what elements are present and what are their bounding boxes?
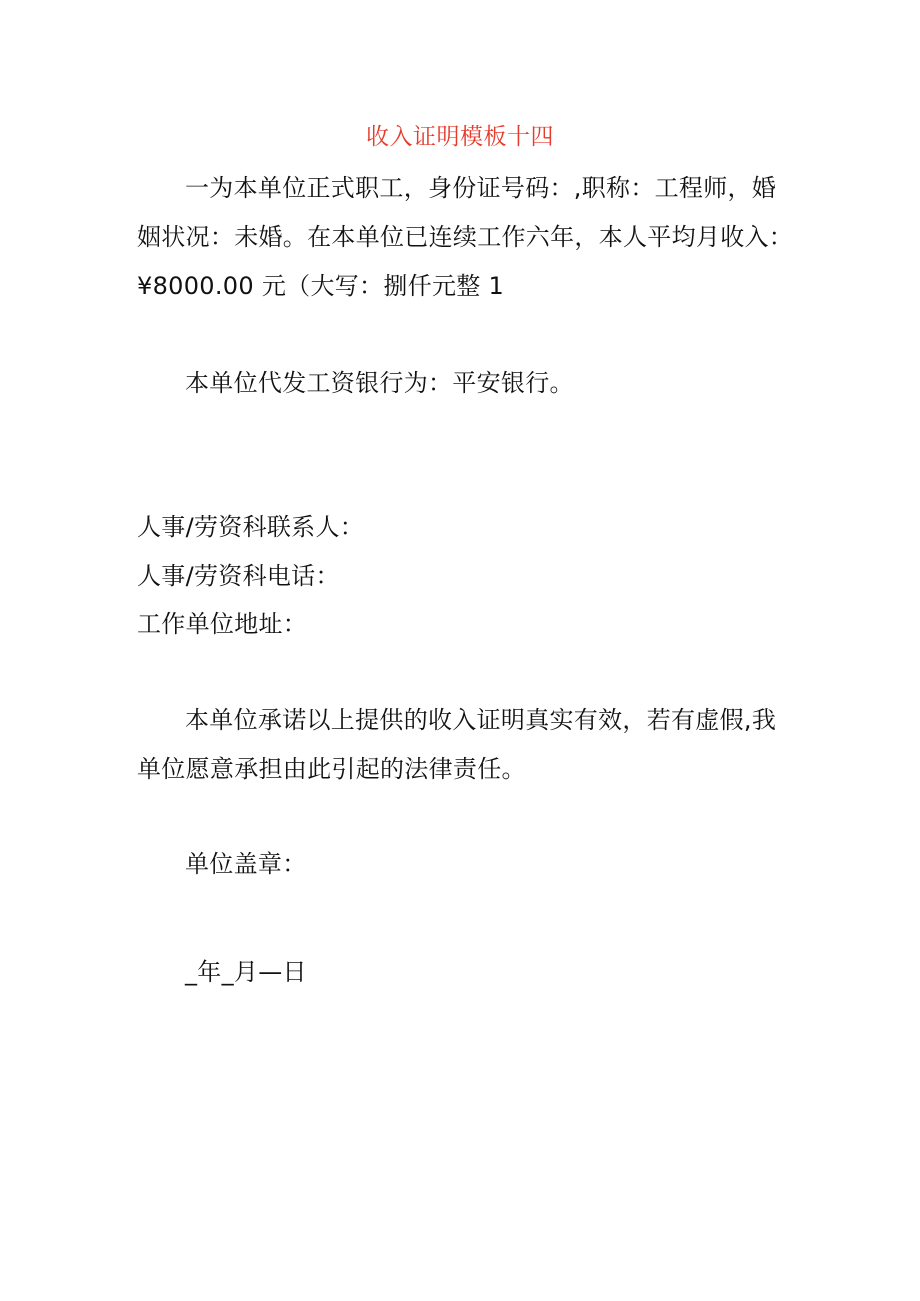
bank-line: 本单位代发工资银行为：平安银行。 <box>185 369 574 397</box>
document-title: 收入证明模板十四 <box>366 124 554 150</box>
address-label: 工作单位地址： <box>137 610 308 638</box>
commitment-line-1: 本单位承诺以上提供的收入证明真实有效，若有虚假,我 <box>185 706 777 734</box>
commitment-line-2: 单位愿意承担由此引起的法律责任。 <box>137 755 526 783</box>
date-line: _年_月—日 <box>185 958 307 986</box>
income-paragraph <box>137 164 805 311</box>
commitment-paragraph <box>137 696 805 794</box>
seal-label: 单位盖章： <box>185 850 307 878</box>
hr-contact-label: 人事/劳资科联系人： <box>137 513 365 541</box>
hr-phone-label: 人事/劳资科电话： <box>137 562 340 590</box>
income-line-2: 姻状况：未婚。在本单位已连续工作六年，本人平均月收入： <box>137 223 794 251</box>
income-line-1: 一为本单位正式职工，身份证号码：,职称：工程师，婚 <box>185 174 777 202</box>
income-line-3: ¥8000.00 元（大写：捌仟元整 1 <box>137 272 505 300</box>
